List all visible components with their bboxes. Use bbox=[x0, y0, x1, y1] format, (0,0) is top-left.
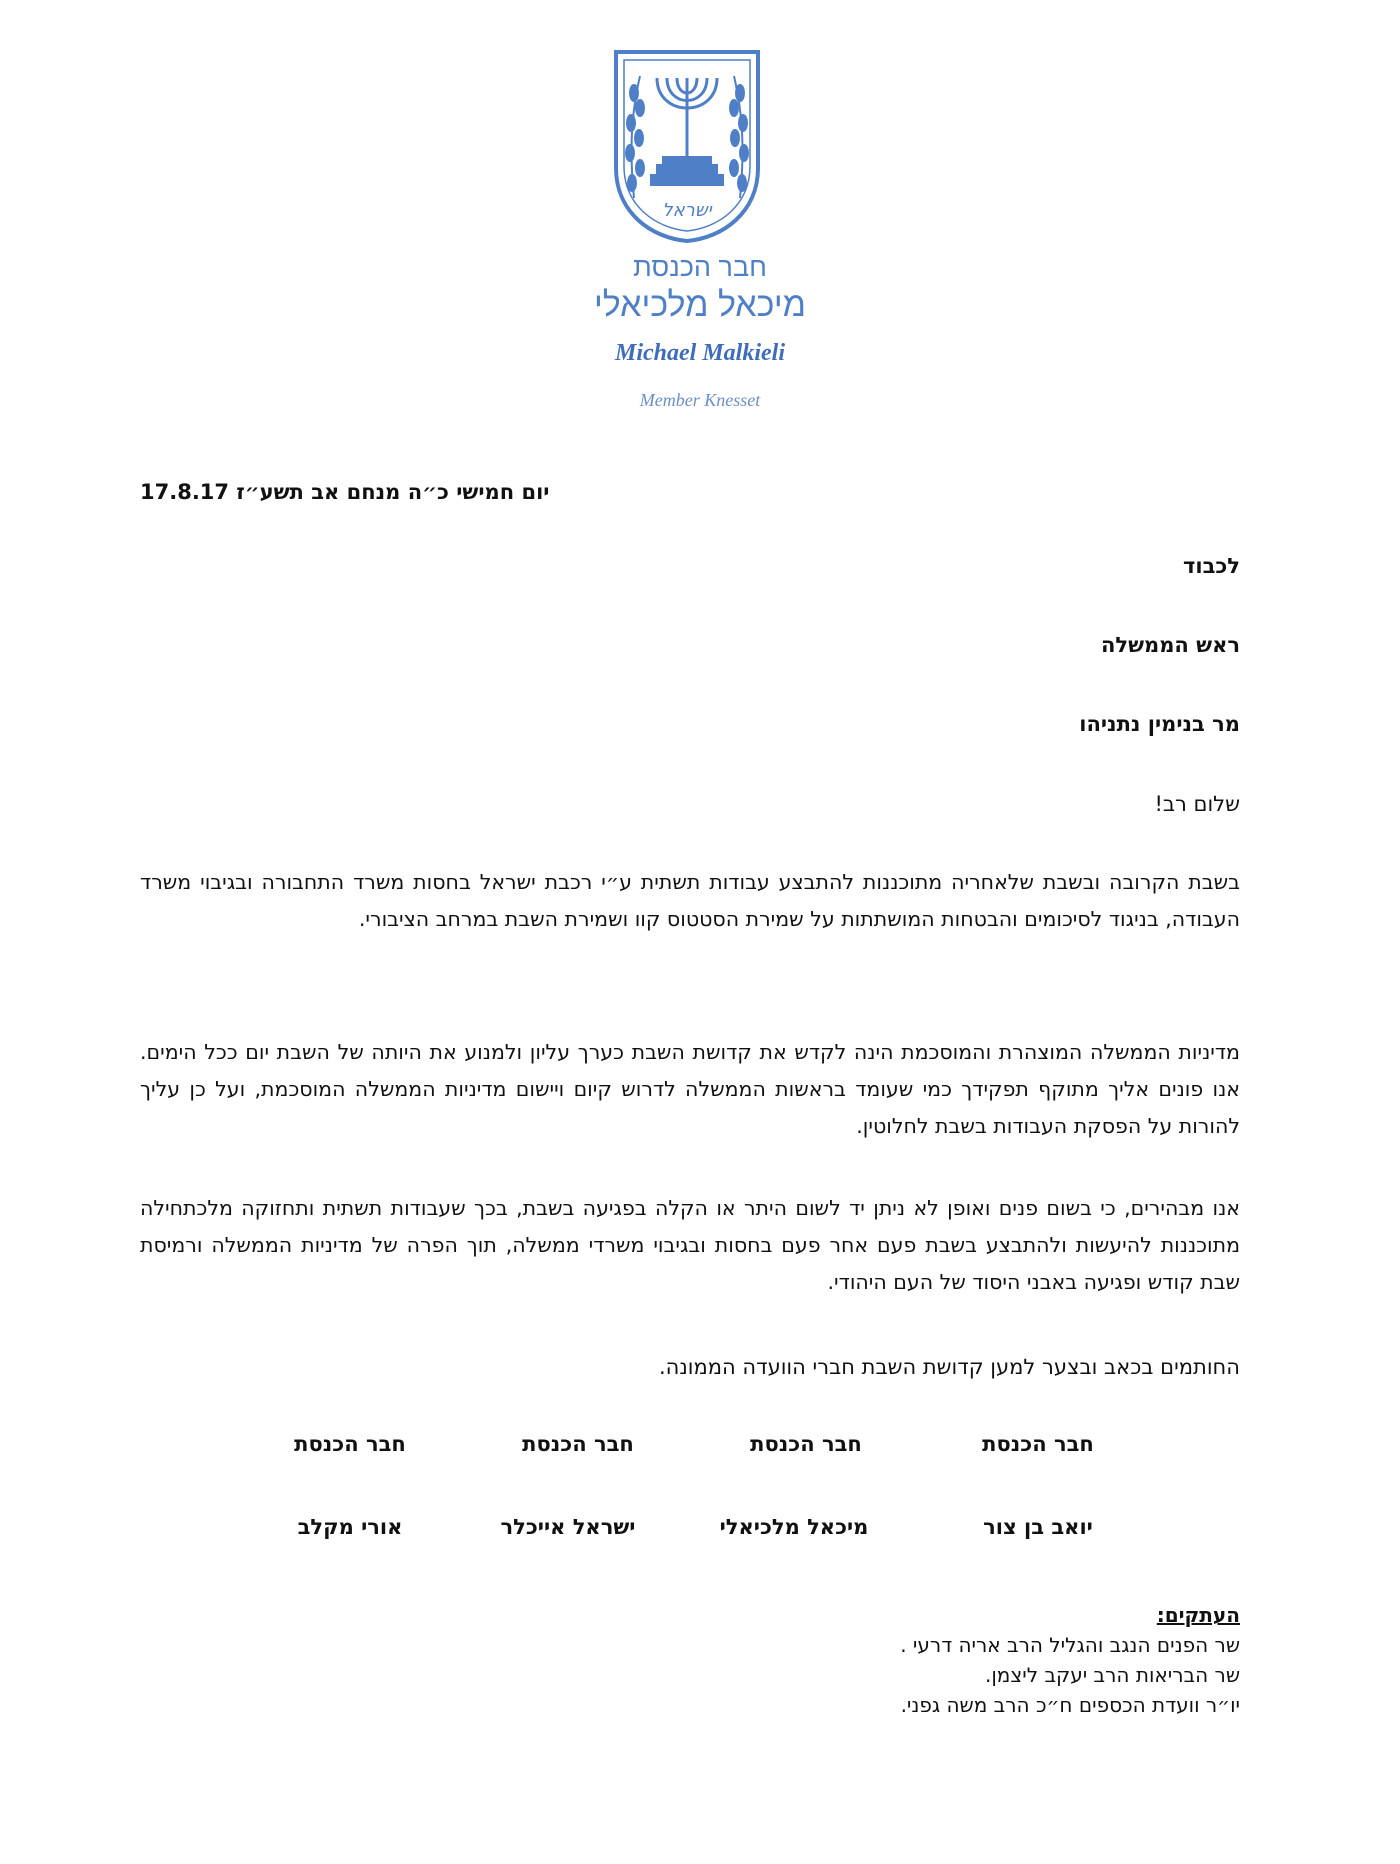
paragraph-1: בשבת הקרובה ובשבת שלאחריה מתוכננות להתבצע עבודות תשתית ע״י רכבת ישראל בחסות משרד התחבורה ובגיבוי משרד העבודה, בניגוד לסיכומים והבטחות המושתתות על שמירת הסטטוס קוו ושמירת השבת במרחב הציבורי. bbox=[140, 870, 1240, 931]
letterhead-name-en: Michael Malkieli bbox=[615, 340, 785, 366]
signatory-1-title: חבר הכנסת bbox=[982, 1432, 1094, 1456]
greeting: שלום רב! bbox=[1154, 792, 1240, 816]
signatory-1-name: יואב בן צור bbox=[983, 1515, 1093, 1539]
copy-item: יו״ר וועדת הכספים ח״כ הרב משה גפני. bbox=[900, 1693, 1240, 1717]
letter-date: יום חמישי כ״ה מנחם אב תשע״ז 17.8.17 bbox=[140, 480, 550, 504]
addressee-to: לכבוד bbox=[1183, 554, 1240, 578]
copies-section bbox=[900, 1600, 1240, 1720]
signatory-4-name: אורי מקלב bbox=[297, 1515, 403, 1539]
paragraph-2: מדיניות הממשלה המוצהרת והמוסכמת הינה לקדש את קדושת השבת כערך עליון ולמנוע את היותה של השבת יום ככל הימים. אנו פונים אליך מתוקף תפקידך כמי שעומד בראשות הממשלה לדרוש קיום ויישום מדיניות הממשלה המוסכמת, ועל כן עליך להורות על הפסקת העבודות בשבת לחלוטין. bbox=[140, 1040, 1240, 1138]
letterhead-title-he: חבר הכנסת bbox=[633, 252, 767, 282]
signatory-4-title: חבר הכנסת bbox=[294, 1432, 406, 1456]
copy-item: שר הפנים הנגב והגליל הרב אריה דרעי . bbox=[900, 1633, 1240, 1657]
addressee-name: מר בנימין נתניהו bbox=[1079, 712, 1240, 736]
signatory-3-title: חבר הכנסת bbox=[522, 1432, 634, 1456]
signatory-2-title: חבר הכנסת bbox=[750, 1432, 862, 1456]
copies-heading: העתקים: bbox=[1156, 1603, 1240, 1627]
letterhead-name-he: מיכאל מלכיאלי bbox=[593, 286, 807, 324]
emblem-text: ישראל bbox=[662, 200, 712, 221]
signatory-2-name: מיכאל מלכיאלי bbox=[719, 1515, 869, 1539]
signatory-3-name: ישראל אייכלר bbox=[500, 1515, 636, 1539]
letterhead-title-en: Member Knesset bbox=[639, 390, 761, 410]
state-emblem-icon bbox=[612, 48, 762, 244]
closing-line: החותמים בכאב ובצער למען קדושת השבת חברי הוועדה הממונה. bbox=[658, 1355, 1240, 1379]
copy-item: שר הבריאות הרב יעקב ליצמן. bbox=[985, 1663, 1240, 1687]
addressee-role: ראש הממשלה bbox=[1100, 633, 1240, 657]
paragraph-3: אנו מבהירים, כי בשום פנים ואופן לא ניתן יד לשום היתר או הקלה בפגיעה בשבת, בכך שעבודות תשתית ותחזוקה מלכתחילה מתוכננות להיעשות ולהתבצע בשבת פעם אחר פעם בחסות ובגיבוי משרדי ממשלה, תוך הפרה של מדיניות הממשלה ורמיסת שבת קודש ופגיעה באבני היסוד של העם היהודי. bbox=[140, 1196, 1240, 1294]
